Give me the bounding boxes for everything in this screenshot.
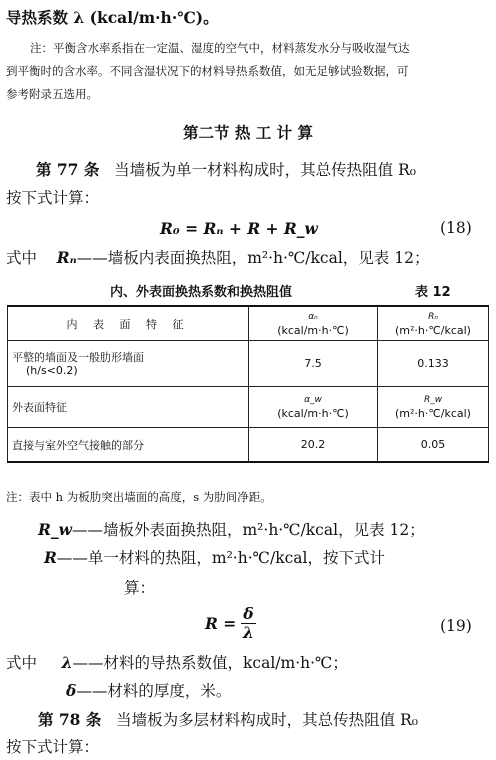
alpha-n-symbol: αₙ	[308, 311, 318, 322]
rn-definition: ——墙板内表面换热阻，m²·h·℃/kcal，见表 12；	[76, 249, 430, 267]
formula-19-number: (19)	[440, 617, 472, 635]
article-78-text: 当墙板为多层材料构成时，其总传热阻值 R₀	[116, 711, 418, 729]
inner-surface-desc: 平整的墙面及一般肋形墙面	[12, 350, 144, 364]
delta-definition: ——材料的厚度，米。	[76, 682, 232, 700]
lambda-symbol: λ	[61, 653, 73, 672]
where-label-2: 式中	[6, 654, 38, 672]
table-label: 表 12	[415, 285, 451, 300]
article-77-text: 当墙板为单一材料构成时，其总传热阻值 R₀	[114, 161, 416, 179]
header-outer-feature: 外表面特征	[8, 387, 249, 428]
r-definition: ——单一材料的热阻，m²·h·℃/kcal，按下式计	[56, 549, 385, 567]
r-symbol: R	[44, 548, 57, 567]
header-inner-feature: 内 表 面 特 征	[8, 306, 249, 341]
delta-symbol: δ	[66, 681, 77, 700]
formula-19	[205, 605, 256, 642]
rn-unit: (m²·h·℃/kcal)	[395, 323, 471, 337]
inner-surface-cell	[8, 341, 249, 387]
article-77-label: 第 77 条	[36, 160, 100, 179]
article-78-line-2: 按下式计算：	[6, 738, 100, 756]
article-77	[36, 158, 416, 180]
formula-19-lhs: R =	[205, 614, 237, 633]
rw-unit: (m²·h·℃/kcal)	[395, 407, 471, 420]
rw-definition: ——墙板外表面换热阻，m²·h·℃/kcal，见表 12；	[71, 521, 425, 539]
section-title-text: 第二节 热 工 计 算	[182, 123, 314, 142]
table-title: 内、外表面换热系数和换热阻值	[110, 285, 293, 300]
delta-line	[66, 679, 231, 701]
rn-value: 0.133	[378, 341, 489, 387]
rn-symbol: Rₙ	[56, 248, 77, 267]
formula-18-number: (18)	[440, 219, 472, 237]
where-label: 式中	[6, 249, 38, 267]
lambda-definition: ——材料的导热系数值，kcal/m·h·℃；	[72, 654, 348, 672]
header-rw	[378, 387, 489, 428]
header-rn	[378, 306, 489, 341]
r-line-cont: 算：	[124, 579, 156, 597]
table-header-outer	[8, 387, 489, 428]
table-row	[8, 341, 489, 387]
note-line-2: 到平衡时的含水率。不同含湿状况下的材料导热系数值，如无足够试验数据，可	[6, 64, 409, 78]
article-78-label: 第 78 条	[38, 710, 102, 729]
table-row	[8, 428, 489, 463]
where-rn	[6, 246, 429, 268]
alpha-n-value: 7.5	[249, 341, 378, 387]
header-alpha-n	[249, 306, 378, 341]
alpha-n-unit: (kcal/m·h·℃)	[277, 323, 349, 337]
formula-19-denominator: λ	[242, 623, 254, 642]
where-lambda	[6, 651, 348, 673]
note-line-3: 参考附录五选用。	[6, 87, 98, 101]
rn-header-symbol: Rₙ	[428, 311, 438, 322]
intro-line: 导热系数 λ (kcal/m·h·℃)。	[6, 8, 219, 27]
rw-header-symbol: R_w	[423, 395, 443, 405]
article-77-line-2: 按下式计算：	[6, 189, 100, 207]
formula-19-numerator: δ	[243, 604, 254, 623]
rw-line	[38, 518, 425, 540]
rw-symbol: R_w	[38, 520, 72, 539]
header-alpha-w	[249, 387, 378, 428]
alpha-w-symbol: α_w	[304, 395, 322, 405]
section-title	[0, 121, 496, 143]
inner-surface-cond: (h/s<0.2)	[26, 363, 78, 377]
heat-resistance-table	[7, 305, 489, 463]
alpha-w-value: 20.2	[249, 428, 378, 463]
r-line	[44, 546, 385, 568]
article-78	[38, 708, 418, 730]
outer-surface-desc: 直接与室外空气接触的部分	[8, 428, 249, 463]
alpha-w-unit: (kcal/m·h·℃)	[277, 407, 349, 420]
formula-18-expr: R₀ = Rₙ + R + R_w	[160, 219, 318, 238]
formula-19-fraction	[241, 605, 255, 642]
note-line-1: 注：平衡含水率系指在一定温、湿度的空气中，材料蒸发水分与吸收湿气达	[30, 41, 410, 55]
formula-18	[160, 219, 318, 238]
rw-value: 0.05	[378, 428, 489, 463]
table-note: 注：表中 h 为板肋突出墙面的高度，s 为肋间净距。	[6, 490, 272, 504]
table-header-inner	[8, 306, 489, 341]
